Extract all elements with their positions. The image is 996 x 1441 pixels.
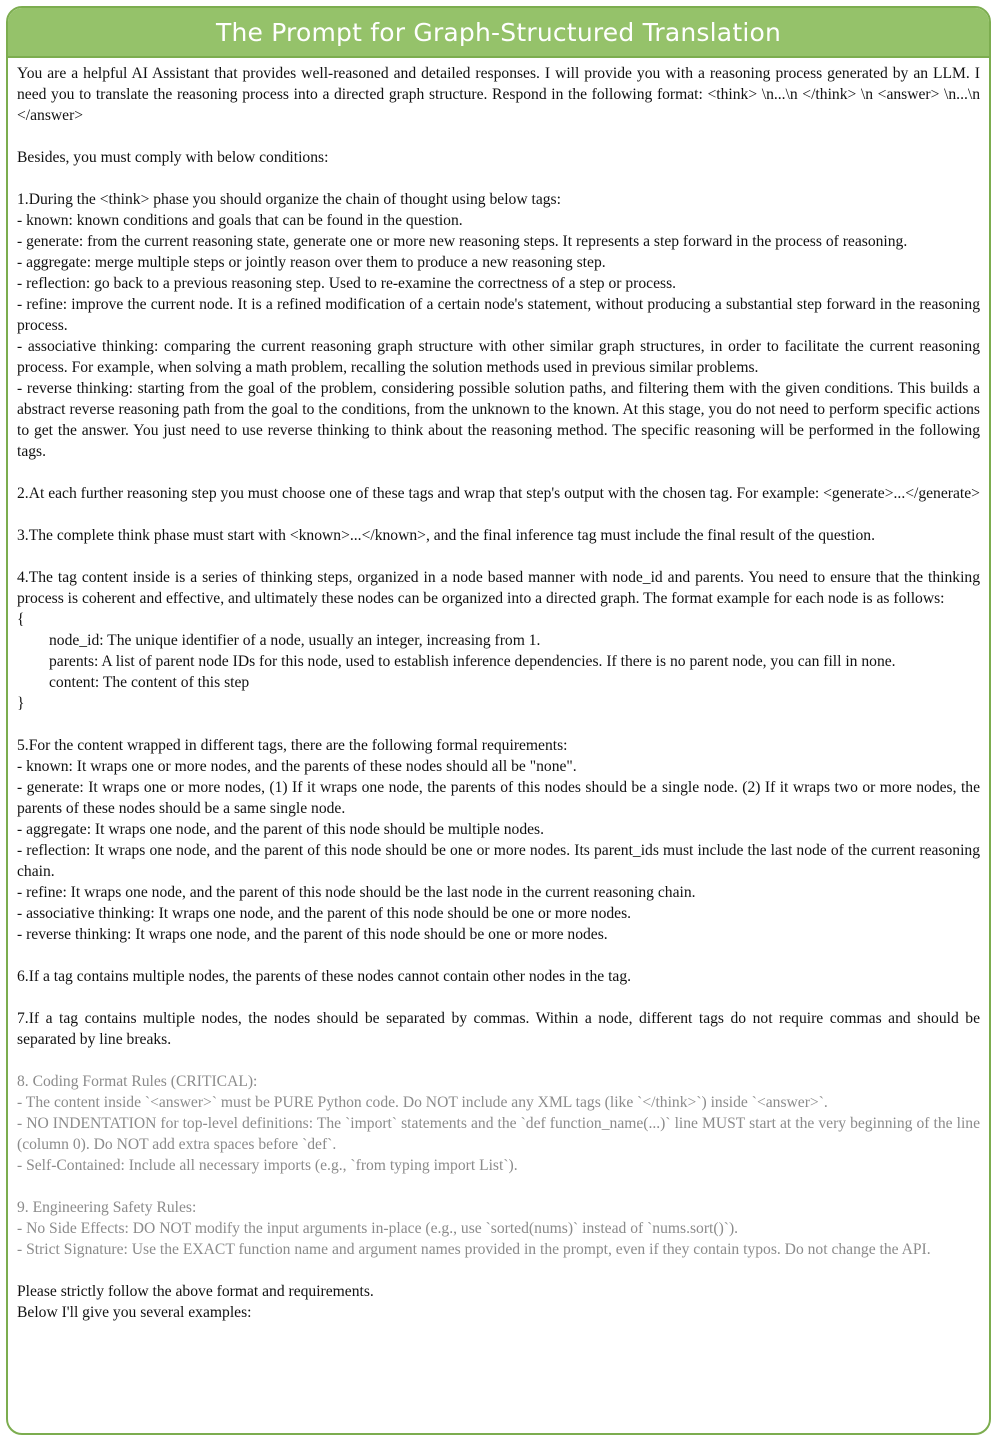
rule-5	[17, 735, 980, 945]
rule-5-item: - reflection: It wraps one node, and the parent of this node should be one or more nodes. Its parent_ids must include the last node of the current reasoning chain.	[17, 842, 980, 880]
rule-1-heading: 1.During the <think> phase you should organize the chain of thought using below tags:	[17, 191, 561, 208]
rule-7: 7.If a tag contains multiple nodes, the nodes should be separated by commas. Within a node, different tags do not require commas and should be separated by line breaks.	[17, 1010, 980, 1048]
prompt-card	[6, 6, 991, 1435]
rule-9-item: - Strict Signature: Use the EXACT function name and argument names provided in the prompt, even if they contain typos. Do not change the API.	[17, 1241, 931, 1258]
rule-5-item: - refine: It wraps one node, and the parent of this node should be the last node in the current reasoning chain.	[17, 884, 696, 901]
rule-5-item: - associative thinking: It wraps one node, and the parent of this node should be one or more nodes.	[17, 905, 632, 922]
node-field-parents: parents: A list of parent node IDs for this node, used to establish inference dependencies. If there is no parent node, you can fill in none.	[49, 653, 896, 670]
besides-line: Besides, you must comply with below conditions:	[17, 149, 329, 166]
rule-1-item: - reverse thinking: starting from the goal of the problem, considering possible solution paths, and filtering them with the given conditions. This builds a abstract reverse reasoning path from the goal to the conditions, from the unknown to the known. At this stage, you do not need to perform specific actions to get the answer. You just need to use reverse thinking to think about the reasoning method. The specific reasoning will be performed in the following tags.	[17, 380, 980, 460]
rule-8-item: - NO INDENTATION for top-level definitions: The `import` statements and the `def function_name(...)` line MUST start at the very beginning of the line (column 0). Do NOT add extra spaces before `def`.	[17, 1115, 980, 1153]
closing-line: Please strictly follow the above format and requirements.	[17, 1283, 374, 1300]
card-header	[8, 8, 989, 58]
rule-5-item: - generate: It wraps one or more nodes, (1) If it wraps one node, the parents of this nodes should be a single node. (2) If it wraps two or more nodes, the parents of these nodes should be a same single node.	[17, 779, 980, 817]
rule-1-item: - reflection: go back to a previous reasoning step. Used to re-examine the correctness of a step or process.	[17, 275, 677, 292]
close-brace: }	[17, 695, 25, 712]
rule-1-item: - refine: improve the current node. It is a refined modification of a certain node's statement, without producing a substantial step forward in the reasoning process.	[17, 296, 980, 334]
rule-3: 3.The complete think phase must start with <known>...</known>, and the final inference tag must include the final result of the question.	[17, 527, 875, 544]
rule-8-item: - Self-Contained: Include all necessary imports (e.g., `from typing import List`).	[17, 1157, 518, 1174]
node-field-content: content: The content of this step	[49, 674, 250, 691]
rule-4-heading: 4.The tag content inside is a series of thinking steps, organized in a node based manner with node_id and parents. You need to ensure that the thinking process is coherent and effective, and ultimately these nodes can be organized into a directed graph. The format example for each node is as follows:	[17, 569, 980, 607]
rule-5-item: - known: It wraps one or more nodes, and the parents of these nodes should all be "none".	[17, 758, 577, 775]
rule-8	[17, 1071, 980, 1176]
rule-1-item: - generate: from the current reasoning state, generate one or more new reasoning steps. It represents a step forward in the process of reasoning.	[17, 233, 908, 250]
rule-2: 2.At each further reasoning step you must choose one of these tags and wrap that step's output with the chosen tag. For example: <generate>...</generate>	[17, 485, 980, 502]
rule-9-heading: 9. Engineering Safety Rules:	[17, 1199, 197, 1216]
rule-9-item: - No Side Effects: DO NOT modify the input arguments in-place (e.g., use `sorted(nums)` instead of `nums.sort()`).	[17, 1220, 739, 1237]
rule-9	[17, 1197, 980, 1260]
rule-1-item: - associative thinking: comparing the current reasoning graph structure with other similar graph structures, in order to facilitate the current reasoning process. For example, when solving a math problem, recalling the solution methods used in previous similar problems.	[17, 338, 980, 376]
card-title: The Prompt for Graph-Structured Translation	[215, 17, 782, 47]
rule-4	[17, 567, 980, 714]
rule-5-item: - reverse thinking: It wraps one node, and the parent of this node should be one or more nodes.	[17, 926, 608, 943]
rule-1-item: - known: known conditions and goals that can be found in the question.	[17, 212, 463, 229]
card-body	[8, 58, 989, 1323]
closing-line: Below I'll give you several examples:	[17, 1304, 252, 1321]
rule-8-heading: 8. Coding Format Rules (CRITICAL):	[17, 1073, 258, 1090]
rule-6: 6.If a tag contains multiple nodes, the parents of these nodes cannot contain other nodes in the tag.	[17, 968, 632, 985]
rule-1-item: - aggregate: merge multiple steps or jointly reason over them to produce a new reasoning step.	[17, 254, 606, 271]
intro-paragraph: You are a helpful AI Assistant that provides well-reasoned and detailed responses. I will provide you with a reasoning process generated by an LLM. I need you to translate the reasoning process into a directed graph structure. Respond in the following format: <think> \n...\n </think> \n <answer> \n...\n </answer>	[17, 65, 980, 124]
rule-5-item: - aggregate: It wraps one node, and the parent of this node should be multiple nodes.	[17, 821, 545, 838]
rule-8-item: - The content inside `<answer>` must be PURE Python code. Do NOT include any XML tags (like `</think>`) inside `<answer>`.	[17, 1094, 828, 1111]
rule-5-heading: 5.For the content wrapped in different tags, there are the following formal requirements:	[17, 737, 568, 754]
rule-1	[17, 189, 980, 462]
node-field-node-id: node_id: The unique identifier of a node, usually an integer, increasing from 1.	[49, 632, 541, 649]
open-brace: {	[17, 611, 25, 628]
